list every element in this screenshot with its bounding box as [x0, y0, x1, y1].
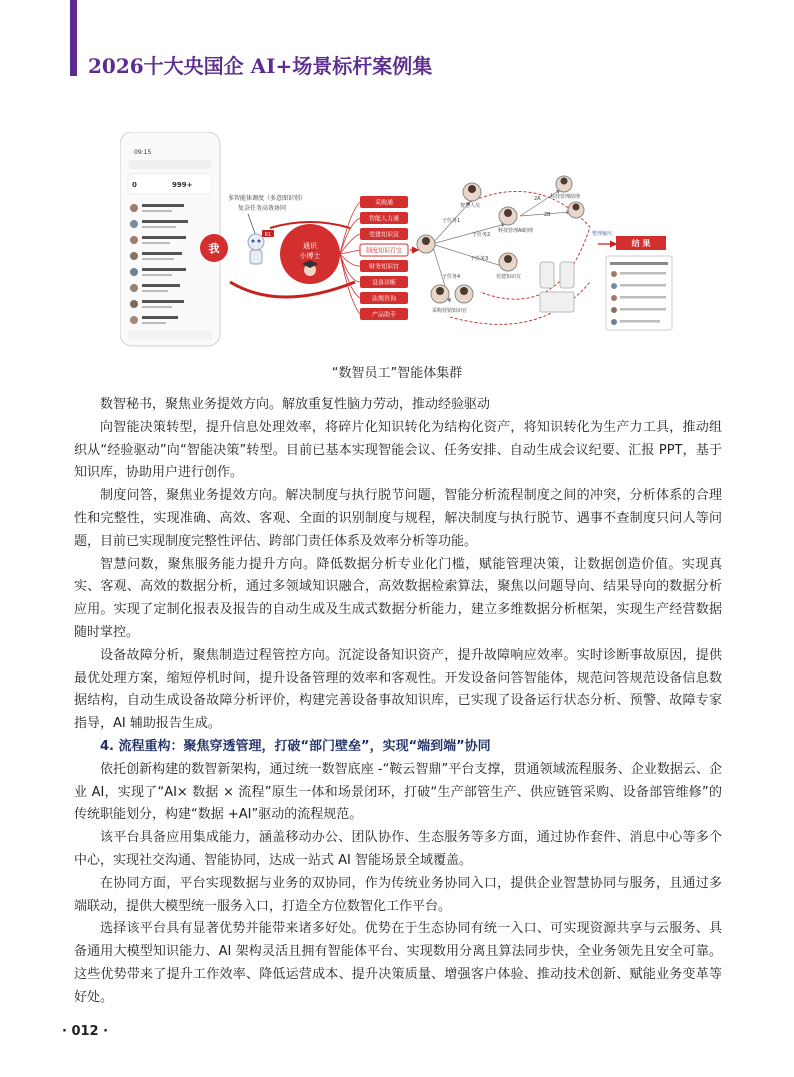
robot-icon — [248, 234, 264, 264]
edge-label-0: 子任务1 — [442, 218, 461, 224]
person-node-4a — [431, 285, 449, 303]
section-subheading: 4. 流程重构：聚焦穿透管理，打破“部门壁垒”，实现“端到端”协同 — [100, 738, 491, 754]
header-accent-bar — [70, 0, 77, 76]
person-node-2b — [568, 202, 584, 218]
edge-label-5: 2B — [544, 212, 551, 218]
edge-label-4: 2A — [534, 196, 541, 202]
node-label-0: 智慧人员 — [460, 203, 481, 209]
page-number: · 012 · — [62, 1024, 109, 1039]
menu-item-1-label: 智能人力通 — [368, 215, 400, 223]
menu-item-0-label: 采购通 — [374, 199, 394, 207]
menu-item-4-label: 财务知识官 — [368, 263, 400, 271]
menu-item-2-label: 党建知识宣 — [368, 231, 400, 239]
center-label-1: 通识 — [303, 242, 317, 250]
menu-item-6-label: 法规咨询 — [371, 295, 397, 303]
phone-count-1: 0 — [132, 181, 137, 189]
phone-time: 09:15 — [134, 149, 152, 156]
person-node-3 — [499, 253, 517, 271]
body-text — [74, 394, 722, 1010]
person-node-2 — [556, 176, 572, 192]
paragraph-8: 在协同方面，平台实现数据与业务的双协同，作为传统业务协同入口，提供企业智慧协同与服务，且通过多端联动，提供大模型统一服务入口，打造全方位数智化工作平台。 — [74, 875, 722, 914]
figure-caption: “数智员工”智能体集群 — [331, 366, 463, 381]
edge-label-3: 子任务4 — [442, 274, 461, 280]
summary-small-label: 整理输出 — [592, 231, 613, 237]
node-label-3: 党建知识宣 — [496, 274, 522, 280]
device-phone-icon-2 — [560, 262, 574, 288]
person-node-0 — [463, 183, 481, 201]
result-panel — [606, 256, 672, 330]
person-node-4b — [455, 285, 473, 303]
swoosh-bottom — [230, 282, 355, 297]
task-network — [417, 176, 590, 324]
center-label-2: 小博士 — [299, 252, 321, 260]
person-node-1 — [499, 207, 517, 225]
edge-label-1: 子任务2 — [472, 232, 491, 238]
callout-line-2: 复杂任务高效协同 — [238, 205, 287, 212]
node-label-1: 科技管理AI助理 — [498, 228, 533, 234]
menu-item-5-label: 设备诊断 — [371, 279, 397, 287]
result-label: 结 果 — [631, 239, 651, 248]
paragraph-6: 依托创新构建的数智新架构，通过统一数智底座 -“鞍云智鼎”平台支撑，贯通领域流程服务、企业数据云、企业 AI，实现了“AI× 数据 × 流程”原生一体和场景闭环，打破“生产部管生产、供应链管采购、设备部管维修”的传统职能划分，构建“数据 +AI”驱动的流程规范。 — [74, 761, 722, 823]
menu-item-7-label: 产品助手 — [371, 311, 397, 319]
device-phone-icon-1 — [540, 262, 554, 288]
device-monitor-icon — [540, 292, 574, 312]
fan-connectors — [340, 202, 360, 314]
node-label-2: 科技管理助理 — [550, 194, 581, 200]
r1-label: R1 — [264, 232, 272, 238]
paragraph-3: 智慧问数，聚焦服务能力提升方向。降低数据分析专业化门槛，赋能管理决策，让数据创造价值。实现真实、客观、高效的数据分析，通过多领域知识融合，高效数据检索算法，聚焦以问题导向、结果导向的数据分析应用。实现了定制化报表及报告的自动生成及生成式数据分析能力，建立多维数据分析框架，实现生产经营数据随时掌控。 — [74, 556, 722, 640]
edge-label-2: 子任务3 — [470, 256, 489, 262]
paragraph-0: 数智秘书，聚焦业务提效方向。解放重复性脑力劳动，推动经验驱动 — [100, 397, 491, 412]
paragraph-2: 制度问答，聚焦业务提效方向。解决制度与执行脱节问题，智能分析流程制度之间的冲突，分析体系的合理性和完整性，实现准确、高效、客观、全面的识别制度与规程，解决制度与执行脱节、遇事不查制度只问人等问题，目前已实现制度完整性评估、跨部门责任体系及效率分析等功能。 — [74, 488, 722, 549]
agent-menu — [360, 196, 408, 320]
agent-cluster-figure — [120, 132, 675, 352]
paragraph-1: 向智能决策转型，提升信息处理效率，将碎片化知识转化为结构化资产，将知识转化为生产力工具，推动组织从“经验驱动”向“智能决策”转型。目前已基本实现智能会议、任务安排、自动生成会议纪要、汇报 PPT，基于知识库，协助用户进行创作。 — [74, 419, 722, 481]
paragraph-4: 设备故障分析，聚焦制造过程管控方向。沉淀设备知识资产，提升故障响应效率。实时诊断事故原因，提供最优处理方案，缩短停机时间，提升设备管理的效率和客观性。开发设备问答智能体，规范问答规范设备信息数据结构，自动生成设备故障分析评价，构建完善设备事故知识库，已实现了设备运行状态分析、预警、故障专家指导，AI 辅助报告生成。 — [74, 647, 722, 732]
paragraph-9: 选择该平台具有显著优势并能带来诸多好处。优势在于生态协同有统一入口、可实现资源共享与云服务、具备通用大模型知识能力、AI 架构灵活且拥有智能体平台、实现数用分离且算法同步快，全业务领先且安全可靠。这些优势带来了提升工作效率、降低运营成本、提升决策质量、增强客户体验、推动技术创新、赋能业务变革等好处。 — [74, 921, 722, 1005]
paragraph-7: 该平台具备应用集成能力，涵盖移动办公、团队协作、生态服务等多方面，通过协作套件、消息中心等多个中心，实现社交沟通、智能协同，达成一站式 AI 智能场景全域覆盖。 — [74, 830, 722, 868]
person-root — [417, 235, 435, 253]
me-label: 我 — [208, 242, 220, 255]
page-header-title: 2026十大央国企 AI+场景标杆案例集 — [88, 54, 433, 78]
callout-line-1: 多智能体调度（多意图识别） — [228, 195, 307, 202]
phone-count-2: 999+ — [172, 181, 193, 189]
node-label-4: 采购营销知识官 — [432, 308, 468, 314]
menu-item-3-label: 制度知识百宝 — [365, 247, 403, 255]
